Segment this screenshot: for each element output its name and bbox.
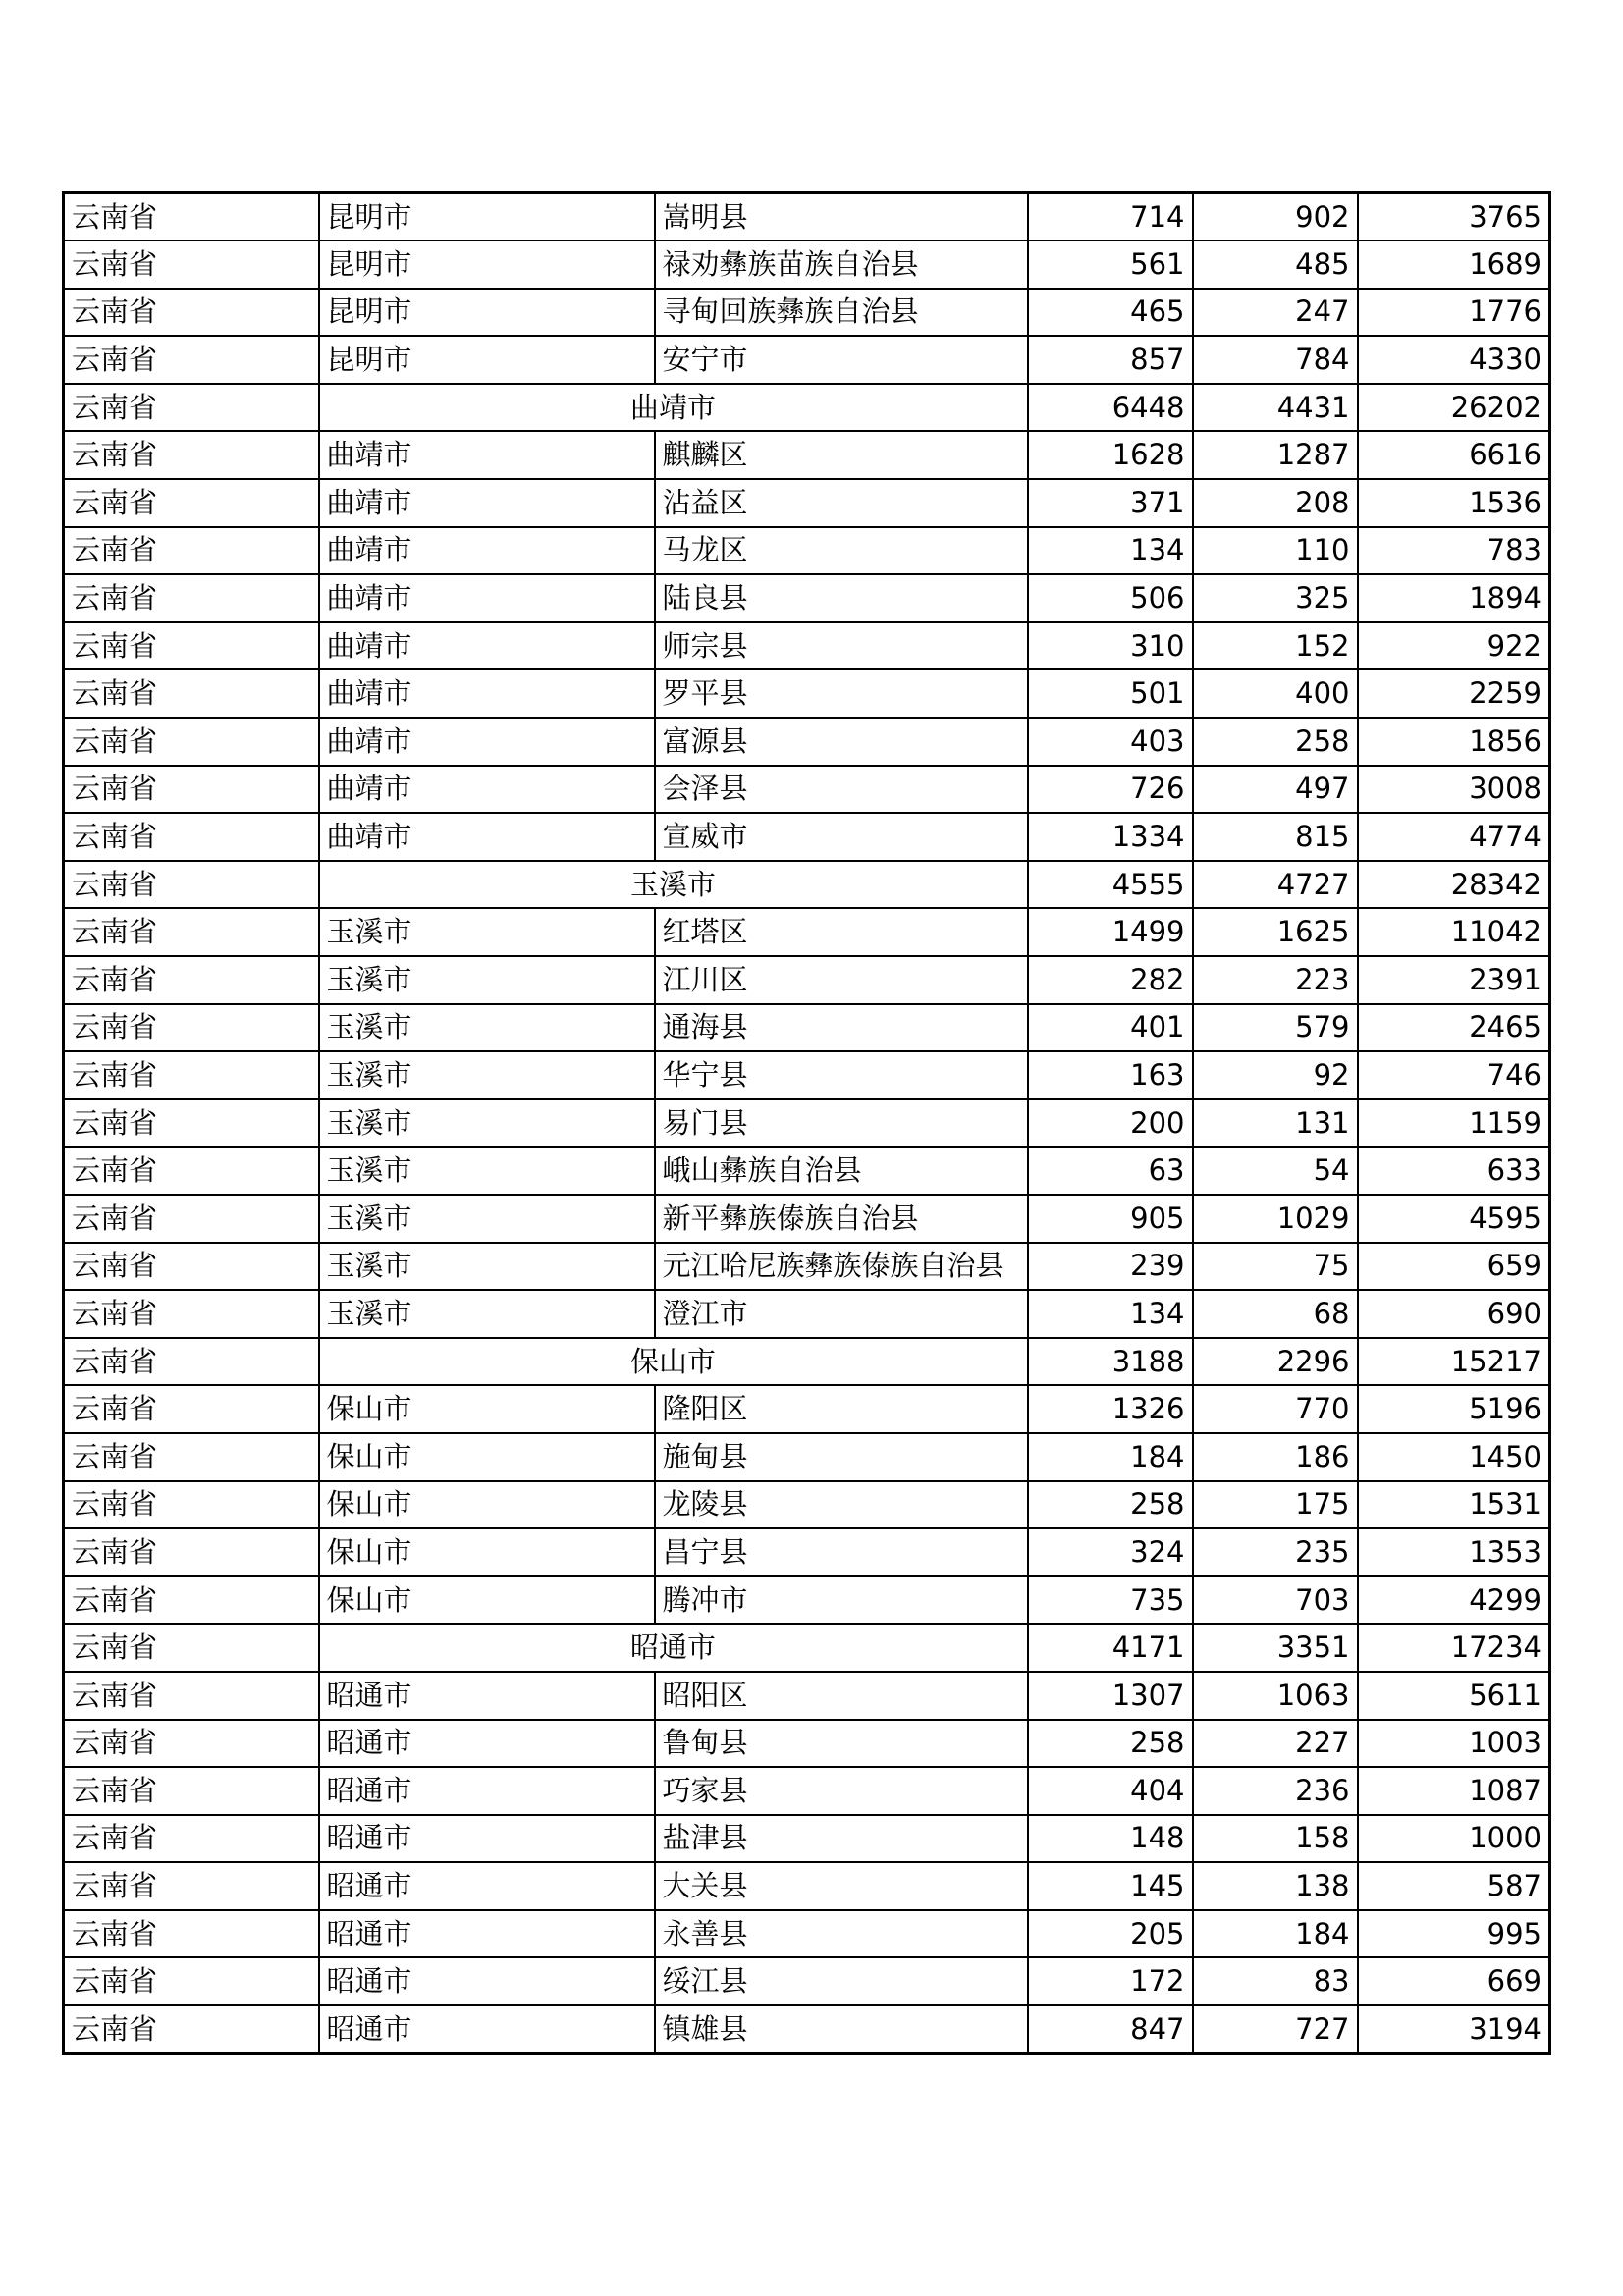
value-1-cell: 205 xyxy=(1028,1910,1193,1958)
table-row xyxy=(64,1576,1550,1625)
table-row xyxy=(64,1290,1550,1338)
city-cell: 昭通市 xyxy=(319,2005,655,2054)
value-3-cell: 2259 xyxy=(1358,669,1550,718)
province-cell: 云南省 xyxy=(64,1147,319,1195)
province-cell: 云南省 xyxy=(64,1862,319,1910)
value-3-cell: 690 xyxy=(1358,1290,1550,1338)
table-row xyxy=(64,289,1550,337)
value-1-cell: 6448 xyxy=(1028,384,1193,432)
county-cell: 寻甸回族彝族自治县 xyxy=(655,289,1028,337)
value-1-cell: 324 xyxy=(1028,1528,1193,1576)
city-cell: 玉溪市 xyxy=(319,1099,655,1148)
county-cell: 罗平县 xyxy=(655,669,1028,718)
county-cell: 会泽县 xyxy=(655,766,1028,814)
table-row xyxy=(64,479,1550,527)
table-row xyxy=(64,1243,1550,1291)
value-3-cell: 17234 xyxy=(1358,1624,1550,1672)
county-cell: 宣威市 xyxy=(655,813,1028,861)
table-row xyxy=(64,669,1550,718)
value-1-cell: 145 xyxy=(1028,1862,1193,1910)
value-3-cell: 4595 xyxy=(1358,1195,1550,1243)
value-1-cell: 403 xyxy=(1028,718,1193,766)
value-2-cell: 1063 xyxy=(1193,1672,1358,1720)
value-2-cell: 485 xyxy=(1193,240,1358,289)
county-cell: 大关县 xyxy=(655,1862,1028,1910)
value-3-cell: 659 xyxy=(1358,1243,1550,1291)
province-cell: 云南省 xyxy=(64,574,319,622)
county-cell: 昭阳区 xyxy=(655,1672,1028,1720)
value-3-cell: 1689 xyxy=(1358,240,1550,289)
city-cell: 曲靖市 xyxy=(319,574,655,622)
value-1-cell: 148 xyxy=(1028,1815,1193,1863)
province-cell: 云南省 xyxy=(64,1385,319,1433)
table-row xyxy=(64,956,1550,1004)
value-2-cell: 4727 xyxy=(1193,861,1358,909)
city-cell: 昭通市 xyxy=(319,1910,655,1958)
county-cell: 镇雄县 xyxy=(655,2005,1028,2054)
value-1-cell: 258 xyxy=(1028,1481,1193,1529)
province-cell: 云南省 xyxy=(64,1624,319,1672)
city-cell: 昭通市 xyxy=(319,1815,655,1863)
province-cell: 云南省 xyxy=(64,1481,319,1529)
province-cell: 云南省 xyxy=(64,1290,319,1338)
province-cell: 云南省 xyxy=(64,384,319,432)
city-cell: 保山市 xyxy=(319,1528,655,1576)
province-cell: 云南省 xyxy=(64,1767,319,1815)
county-cell: 施甸县 xyxy=(655,1433,1028,1481)
county-cell: 安宁市 xyxy=(655,336,1028,384)
province-cell: 云南省 xyxy=(64,289,319,337)
province-cell: 云南省 xyxy=(64,1672,319,1720)
value-1-cell: 735 xyxy=(1028,1576,1193,1625)
value-2-cell: 579 xyxy=(1193,1004,1358,1052)
table-row xyxy=(64,1051,1550,1099)
value-1-cell: 714 xyxy=(1028,193,1193,241)
value-2-cell: 158 xyxy=(1193,1815,1358,1863)
value-3-cell: 5611 xyxy=(1358,1672,1550,1720)
value-2-cell: 1625 xyxy=(1193,908,1358,956)
value-3-cell: 3008 xyxy=(1358,766,1550,814)
value-2-cell: 3351 xyxy=(1193,1624,1358,1672)
value-1-cell: 184 xyxy=(1028,1433,1193,1481)
table-row xyxy=(64,1957,1550,2005)
province-cell: 云南省 xyxy=(64,479,319,527)
value-1-cell: 200 xyxy=(1028,1099,1193,1148)
county-cell: 沾益区 xyxy=(655,479,1028,527)
value-3-cell: 4774 xyxy=(1358,813,1550,861)
value-1-cell: 905 xyxy=(1028,1195,1193,1243)
county-cell: 鲁甸县 xyxy=(655,1720,1028,1768)
county-cell: 腾冲市 xyxy=(655,1576,1028,1625)
table-row xyxy=(64,193,1550,241)
table-row-city-total xyxy=(64,1338,1550,1386)
value-1-cell: 4171 xyxy=(1028,1624,1193,1672)
value-3-cell: 669 xyxy=(1358,1957,1550,2005)
value-2-cell: 400 xyxy=(1193,669,1358,718)
table-body xyxy=(64,193,1550,2054)
value-2-cell: 138 xyxy=(1193,1862,1358,1910)
value-3-cell: 1000 xyxy=(1358,1815,1550,1863)
value-2-cell: 703 xyxy=(1193,1576,1358,1625)
table-row xyxy=(64,1767,1550,1815)
province-cell: 云南省 xyxy=(64,766,319,814)
value-2-cell: 186 xyxy=(1193,1433,1358,1481)
city-cell: 保山市 xyxy=(319,1385,655,1433)
table-row-city-total xyxy=(64,1624,1550,1672)
value-1-cell: 282 xyxy=(1028,956,1193,1004)
province-cell: 云南省 xyxy=(64,1576,319,1625)
city-cell: 昆明市 xyxy=(319,193,655,241)
table-row xyxy=(64,431,1550,479)
value-3-cell: 746 xyxy=(1358,1051,1550,1099)
table-row xyxy=(64,1385,1550,1433)
value-2-cell: 1287 xyxy=(1193,431,1358,479)
table-row xyxy=(64,813,1550,861)
value-2-cell: 902 xyxy=(1193,193,1358,241)
value-1-cell: 857 xyxy=(1028,336,1193,384)
province-cell: 云南省 xyxy=(64,718,319,766)
value-1-cell: 726 xyxy=(1028,766,1193,814)
province-cell: 云南省 xyxy=(64,1957,319,2005)
value-1-cell: 172 xyxy=(1028,1957,1193,2005)
value-2-cell: 770 xyxy=(1193,1385,1358,1433)
province-cell: 云南省 xyxy=(64,1338,319,1386)
county-cell: 隆阳区 xyxy=(655,1385,1028,1433)
value-3-cell: 3194 xyxy=(1358,2005,1550,2054)
value-2-cell: 247 xyxy=(1193,289,1358,337)
value-1-cell: 3188 xyxy=(1028,1338,1193,1386)
city-cell: 昆明市 xyxy=(319,336,655,384)
value-3-cell: 26202 xyxy=(1358,384,1550,432)
value-2-cell: 784 xyxy=(1193,336,1358,384)
table-row xyxy=(64,908,1550,956)
value-2-cell: 131 xyxy=(1193,1099,1358,1148)
value-2-cell: 497 xyxy=(1193,766,1358,814)
value-1-cell: 847 xyxy=(1028,2005,1193,2054)
value-2-cell: 236 xyxy=(1193,1767,1358,1815)
table-row xyxy=(64,1528,1550,1576)
city-cell: 玉溪市 xyxy=(319,908,655,956)
city-cell: 玉溪市 xyxy=(319,956,655,1004)
value-1-cell: 465 xyxy=(1028,289,1193,337)
table-row xyxy=(64,622,1550,670)
table-row xyxy=(64,1147,1550,1195)
table-row xyxy=(64,1720,1550,1768)
value-2-cell: 727 xyxy=(1193,2005,1358,2054)
value-1-cell: 1307 xyxy=(1028,1672,1193,1720)
table-row-city-total xyxy=(64,861,1550,909)
value-3-cell: 5196 xyxy=(1358,1385,1550,1433)
table-row xyxy=(64,240,1550,289)
city-total-label-cell: 玉溪市 xyxy=(319,861,1028,909)
value-3-cell: 4299 xyxy=(1358,1576,1550,1625)
county-cell: 师宗县 xyxy=(655,622,1028,670)
province-cell: 云南省 xyxy=(64,861,319,909)
county-cell: 麒麟区 xyxy=(655,431,1028,479)
table-row xyxy=(64,1815,1550,1863)
city-cell: 玉溪市 xyxy=(319,1051,655,1099)
city-cell: 昭通市 xyxy=(319,1957,655,2005)
value-3-cell: 1856 xyxy=(1358,718,1550,766)
city-cell: 昭通市 xyxy=(319,1720,655,1768)
value-1-cell: 561 xyxy=(1028,240,1193,289)
city-total-label-cell: 保山市 xyxy=(319,1338,1028,1386)
value-3-cell: 1894 xyxy=(1358,574,1550,622)
table-row xyxy=(64,574,1550,622)
table-row xyxy=(64,1481,1550,1529)
table-row xyxy=(64,336,1550,384)
city-cell: 曲靖市 xyxy=(319,669,655,718)
city-cell: 玉溪市 xyxy=(319,1195,655,1243)
county-cell: 嵩明县 xyxy=(655,193,1028,241)
value-1-cell: 506 xyxy=(1028,574,1193,622)
value-3-cell: 4330 xyxy=(1358,336,1550,384)
value-1-cell: 1499 xyxy=(1028,908,1193,956)
value-2-cell: 815 xyxy=(1193,813,1358,861)
table-row xyxy=(64,1004,1550,1052)
county-cell: 龙陵县 xyxy=(655,1481,1028,1529)
value-2-cell: 227 xyxy=(1193,1720,1358,1768)
table-row xyxy=(64,1433,1550,1481)
province-cell: 云南省 xyxy=(64,813,319,861)
value-2-cell: 1029 xyxy=(1193,1195,1358,1243)
county-cell: 澄江市 xyxy=(655,1290,1028,1338)
value-2-cell: 325 xyxy=(1193,574,1358,622)
value-3-cell: 1531 xyxy=(1358,1481,1550,1529)
value-2-cell: 2296 xyxy=(1193,1338,1358,1386)
value-3-cell: 1776 xyxy=(1358,289,1550,337)
city-total-label-cell: 曲靖市 xyxy=(319,384,1028,432)
value-1-cell: 401 xyxy=(1028,1004,1193,1052)
value-3-cell: 2391 xyxy=(1358,956,1550,1004)
value-2-cell: 54 xyxy=(1193,1147,1358,1195)
value-1-cell: 1628 xyxy=(1028,431,1193,479)
county-cell: 峨山彝族自治县 xyxy=(655,1147,1028,1195)
value-3-cell: 783 xyxy=(1358,527,1550,575)
value-3-cell: 587 xyxy=(1358,1862,1550,1910)
value-2-cell: 152 xyxy=(1193,622,1358,670)
table-row-city-total xyxy=(64,384,1550,432)
city-cell: 昆明市 xyxy=(319,240,655,289)
city-cell: 昭通市 xyxy=(319,1672,655,1720)
value-3-cell: 28342 xyxy=(1358,861,1550,909)
county-cell: 华宁县 xyxy=(655,1051,1028,1099)
province-cell: 云南省 xyxy=(64,1243,319,1291)
county-cell: 新平彝族傣族自治县 xyxy=(655,1195,1028,1243)
city-cell: 曲靖市 xyxy=(319,718,655,766)
value-3-cell: 1450 xyxy=(1358,1433,1550,1481)
value-3-cell: 2465 xyxy=(1358,1004,1550,1052)
city-cell: 保山市 xyxy=(319,1481,655,1529)
province-cell: 云南省 xyxy=(64,1815,319,1863)
city-cell: 曲靖市 xyxy=(319,431,655,479)
value-3-cell: 1353 xyxy=(1358,1528,1550,1576)
city-cell: 昭通市 xyxy=(319,1767,655,1815)
value-1-cell: 258 xyxy=(1028,1720,1193,1768)
value-2-cell: 110 xyxy=(1193,527,1358,575)
value-3-cell: 1087 xyxy=(1358,1767,1550,1815)
value-3-cell: 1003 xyxy=(1358,1720,1550,1768)
county-cell: 绥江县 xyxy=(655,1957,1028,2005)
province-cell: 云南省 xyxy=(64,193,319,241)
value-3-cell: 1536 xyxy=(1358,479,1550,527)
city-cell: 昭通市 xyxy=(319,1862,655,1910)
county-cell: 马龙区 xyxy=(655,527,1028,575)
county-cell: 通海县 xyxy=(655,1004,1028,1052)
city-cell: 曲靖市 xyxy=(319,813,655,861)
value-1-cell: 1326 xyxy=(1028,1385,1193,1433)
table-row xyxy=(64,1195,1550,1243)
county-cell: 江川区 xyxy=(655,956,1028,1004)
value-3-cell: 633 xyxy=(1358,1147,1550,1195)
province-cell: 云南省 xyxy=(64,1720,319,1768)
value-2-cell: 223 xyxy=(1193,956,1358,1004)
value-1-cell: 134 xyxy=(1028,527,1193,575)
value-1-cell: 239 xyxy=(1028,1243,1193,1291)
statistics-table xyxy=(62,191,1551,2055)
value-1-cell: 501 xyxy=(1028,669,1193,718)
table-row xyxy=(64,718,1550,766)
province-cell: 云南省 xyxy=(64,1433,319,1481)
table-row xyxy=(64,1910,1550,1958)
table-row xyxy=(64,527,1550,575)
value-2-cell: 235 xyxy=(1193,1528,1358,1576)
city-cell: 保山市 xyxy=(319,1576,655,1625)
province-cell: 云南省 xyxy=(64,669,319,718)
province-cell: 云南省 xyxy=(64,622,319,670)
province-cell: 云南省 xyxy=(64,908,319,956)
value-2-cell: 68 xyxy=(1193,1290,1358,1338)
value-2-cell: 208 xyxy=(1193,479,1358,527)
table-row xyxy=(64,766,1550,814)
value-2-cell: 258 xyxy=(1193,718,1358,766)
province-cell: 云南省 xyxy=(64,1004,319,1052)
table-row xyxy=(64,1672,1550,1720)
city-cell: 曲靖市 xyxy=(319,622,655,670)
city-cell: 昆明市 xyxy=(319,289,655,337)
province-cell: 云南省 xyxy=(64,527,319,575)
province-cell: 云南省 xyxy=(64,1910,319,1958)
value-1-cell: 1334 xyxy=(1028,813,1193,861)
value-2-cell: 4431 xyxy=(1193,384,1358,432)
city-cell: 曲靖市 xyxy=(319,527,655,575)
value-3-cell: 11042 xyxy=(1358,908,1550,956)
province-cell: 云南省 xyxy=(64,431,319,479)
province-cell: 云南省 xyxy=(64,1195,319,1243)
province-cell: 云南省 xyxy=(64,1528,319,1576)
county-cell: 易门县 xyxy=(655,1099,1028,1148)
table-row xyxy=(64,1862,1550,1910)
value-3-cell: 1159 xyxy=(1358,1099,1550,1148)
province-cell: 云南省 xyxy=(64,2005,319,2054)
value-3-cell: 6616 xyxy=(1358,431,1550,479)
city-cell: 玉溪市 xyxy=(319,1290,655,1338)
value-3-cell: 3765 xyxy=(1358,193,1550,241)
city-cell: 曲靖市 xyxy=(319,479,655,527)
province-cell: 云南省 xyxy=(64,240,319,289)
value-1-cell: 4555 xyxy=(1028,861,1193,909)
city-total-label-cell: 昭通市 xyxy=(319,1624,1028,1672)
table-row xyxy=(64,1099,1550,1148)
city-cell: 玉溪市 xyxy=(319,1004,655,1052)
value-2-cell: 83 xyxy=(1193,1957,1358,2005)
value-3-cell: 922 xyxy=(1358,622,1550,670)
province-cell: 云南省 xyxy=(64,956,319,1004)
county-cell: 元江哈尼族彝族傣族自治县 xyxy=(655,1243,1028,1291)
value-1-cell: 163 xyxy=(1028,1051,1193,1099)
province-cell: 云南省 xyxy=(64,1051,319,1099)
county-cell: 巧家县 xyxy=(655,1767,1028,1815)
county-cell: 红塔区 xyxy=(655,908,1028,956)
value-3-cell: 995 xyxy=(1358,1910,1550,1958)
county-cell: 富源县 xyxy=(655,718,1028,766)
county-cell: 禄劝彝族苗族自治县 xyxy=(655,240,1028,289)
county-cell: 永善县 xyxy=(655,1910,1028,1958)
value-3-cell: 15217 xyxy=(1358,1338,1550,1386)
value-1-cell: 134 xyxy=(1028,1290,1193,1338)
value-1-cell: 63 xyxy=(1028,1147,1193,1195)
city-cell: 曲靖市 xyxy=(319,766,655,814)
value-2-cell: 175 xyxy=(1193,1481,1358,1529)
table-row xyxy=(64,2005,1550,2054)
county-cell: 盐津县 xyxy=(655,1815,1028,1863)
value-2-cell: 75 xyxy=(1193,1243,1358,1291)
county-cell: 昌宁县 xyxy=(655,1528,1028,1576)
city-cell: 玉溪市 xyxy=(319,1243,655,1291)
value-1-cell: 404 xyxy=(1028,1767,1193,1815)
value-2-cell: 92 xyxy=(1193,1051,1358,1099)
city-cell: 玉溪市 xyxy=(319,1147,655,1195)
value-1-cell: 371 xyxy=(1028,479,1193,527)
province-cell: 云南省 xyxy=(64,336,319,384)
county-cell: 陆良县 xyxy=(655,574,1028,622)
city-cell: 保山市 xyxy=(319,1433,655,1481)
value-1-cell: 310 xyxy=(1028,622,1193,670)
value-2-cell: 184 xyxy=(1193,1910,1358,1958)
province-cell: 云南省 xyxy=(64,1099,319,1148)
